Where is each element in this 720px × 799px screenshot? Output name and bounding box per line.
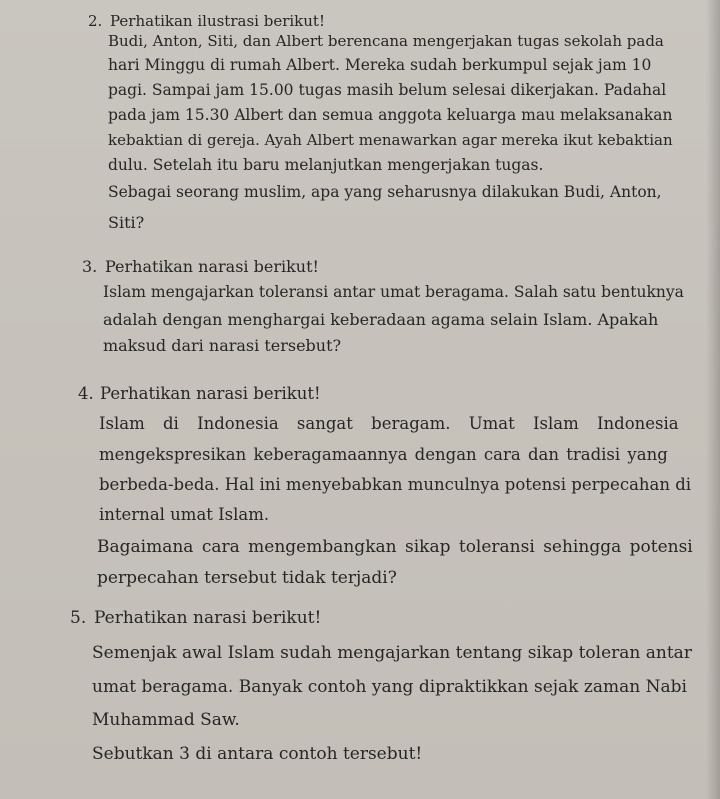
paragraph-line: umat beragama. Banyak contoh yang dipraktikkan sejak zaman Nabi [92,677,687,697]
paragraph-line: mengekspresikan keberagamaannya dengan cara dan tradisi yang [99,445,668,464]
paragraph-line: Siti? [108,213,145,232]
paragraph-line: kebaktian di gereja. Ayah Albert menawarkan agar mereka ikut kebaktian [108,131,673,149]
paragraph-line: Islam di Indonesia sangat beragam. Umat Islam Indonesia [99,414,679,433]
paragraph-line: Budi, Anton, Siti, dan Albert berencana mengerjakan tugas sekolah pada [108,32,664,50]
paragraph-line: Sebagai seorang muslim, apa yang seharusnya dilakukan Budi, Anton, [108,183,662,201]
paragraph-line: Sebutkan 3 di antara contoh tersebut! [92,744,423,764]
paragraph-line: hari Minggu di rumah Albert. Mereka sudah berkumpul sejak jam 10 [108,56,652,74]
paragraph-line: internal umat Islam. [99,505,270,524]
question-title: Perhatikan narasi berikut! [94,608,322,628]
question-number: 4. [78,384,94,403]
paragraph-line: Islam mengajarkan toleransi antar umat beragama. Salah satu bentuknya [103,283,684,301]
paragraph-line: berbeda-beda. Hal ini menyebabkan munculnya potensi perpecahan di [99,475,692,494]
paragraph-line: pagi. Sampai jam 15.00 tugas masih belum selesai dikerjakan. Padahal [108,81,667,99]
paragraph-line: perpecahan tersebut tidak terjadi? [97,568,397,588]
question-number: 3. [82,257,98,276]
question-title: Perhatikan ilustrasi berikut! [110,12,325,30]
paragraph-line: maksud dari narasi tersebut? [103,336,342,355]
paragraph-line: dulu. Setelah itu baru melanjutkan mengerjakan tugas. [108,156,544,174]
paragraph-line: pada jam 15.30 Albert dan semua anggota keluarga mau melaksanakan [108,106,673,124]
paragraph-line: adalah dengan menghargai keberadaan agama selain Islam. Apakah [103,310,659,329]
question-number: 5. [70,608,87,628]
paragraph-line: Muhammad Saw. [92,710,240,730]
question-title: Perhatikan narasi berikut! [105,257,319,276]
question-title: Perhatikan narasi berikut! [100,384,321,403]
question-number: 2. [88,12,103,30]
page-edge-shadow [706,0,720,799]
paragraph-line: Semenjak awal Islam sudah mengajarkan tentang sikap toleran antar [92,643,692,663]
paragraph-line: Bagaimana cara mengembangkan sikap toleransi sehingga potensi [97,537,693,557]
